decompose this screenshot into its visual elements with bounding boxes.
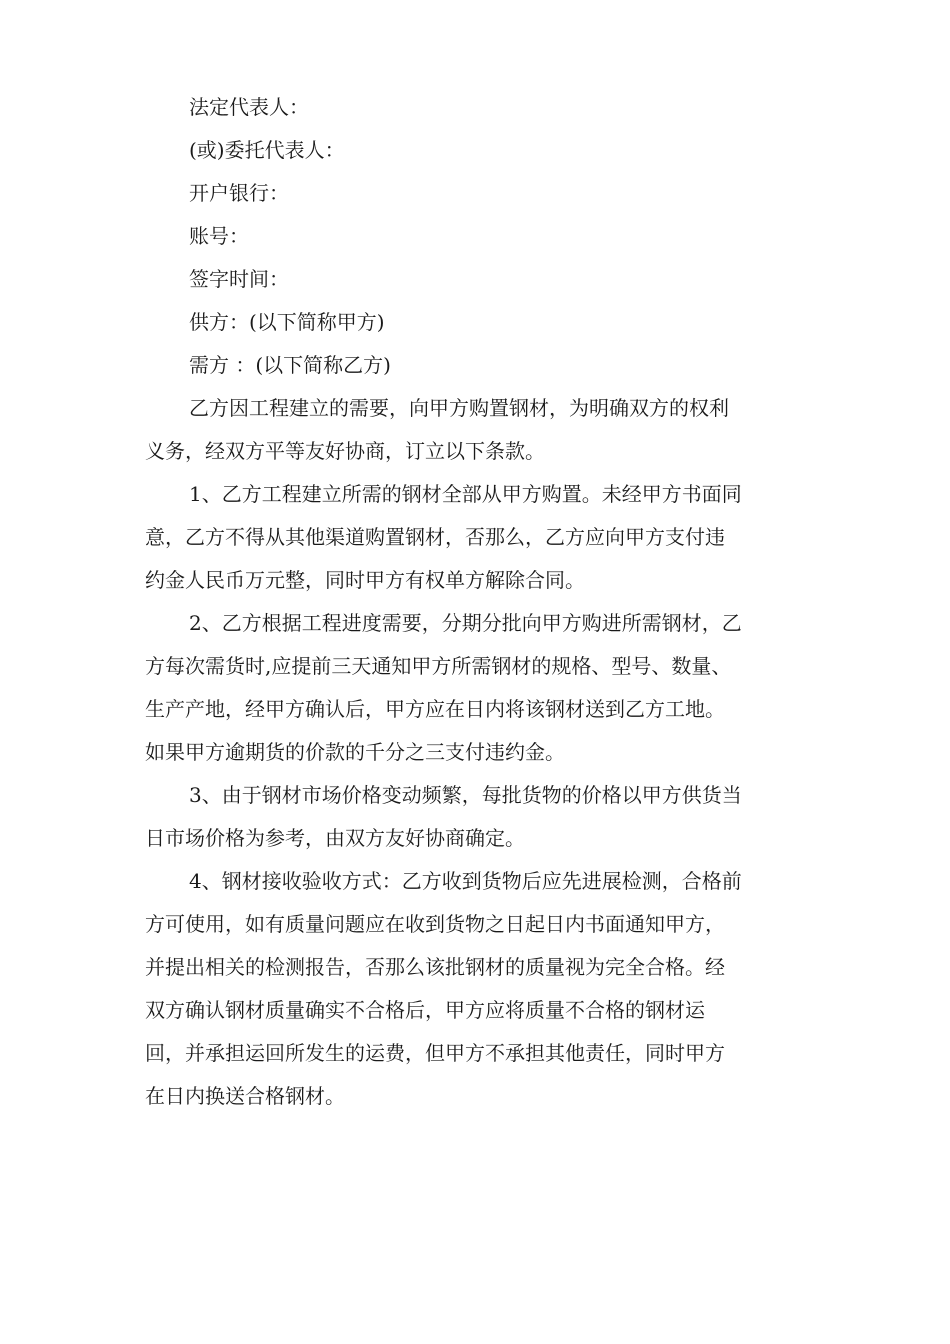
intro-paragraph: [145, 387, 810, 473]
paragraph-line: 约金人民币万元整，同时甲方有权单方解除合同。: [145, 568, 585, 592]
legal-representative-field: 法定代表人：: [189, 95, 309, 119]
clause-1-paragraph: [145, 473, 810, 602]
supplier-field: 供方：(以下简称甲方): [189, 310, 385, 334]
clause-3-paragraph: [145, 774, 810, 860]
buyer-field: 需方 ：(以下简称乙方): [189, 353, 391, 377]
signing-time-field: 签字时间：: [189, 267, 289, 291]
paragraph-line: 乙方因工程建立的需要，向甲方购置钢材，为明确双方的权利: [189, 396, 729, 420]
bank-field: 开户银行：: [189, 181, 289, 205]
paragraph-line: 4、钢材接收验收方式：乙方收到货物后应先进展检测，合格前: [189, 869, 742, 893]
document-page: [145, 86, 810, 1118]
paragraph-line: 日市场价格为参考，由双方友好协商确定。: [145, 826, 525, 850]
paragraph-line: 双方确认钢材质量确实不合格后，甲方应将质量不合格的钢材运: [145, 998, 705, 1022]
account-number-field: 账号：: [189, 224, 249, 248]
paragraph-line: 3、由于钢材市场价格变动频繁，每批货物的价格以甲方供货当: [189, 783, 742, 807]
authorized-representative-field: (或)委托代表人：: [189, 138, 345, 162]
paragraph-line: 回，并承担运回所发生的运费，但甲方不承担其他责任，同时甲方: [145, 1041, 725, 1065]
paragraph-line: 生产产地，经甲方确认后，甲方应在日内将该钢材送到乙方工地。: [145, 697, 725, 721]
paragraph-line: 并提出相关的检测报告，否那么该批钢材的质量视为完全合格。经: [145, 955, 725, 979]
clause-2-paragraph: [145, 602, 810, 774]
paragraph-line: 方可使用，如有质量问题应在收到货物之日起日内书面通知甲方，: [145, 912, 725, 936]
paragraph-line: 如果甲方逾期货的价款的千分之三支付违约金。: [145, 740, 565, 764]
paragraph-line: 2、乙方根据工程进度需要，分期分批向甲方购进所需钢材，乙: [189, 611, 742, 635]
paragraph-line: 1、乙方工程建立所需的钢材全部从甲方购置。未经甲方书面同: [189, 482, 742, 506]
paragraph-line: 义务，经双方平等友好协商，订立以下条款。: [145, 439, 545, 463]
clause-4-paragraph: [145, 860, 810, 1118]
paragraph-line: 在日内换送合格钢材。: [145, 1084, 345, 1108]
paragraph-line: 方每次需货时,应提前三天通知甲方所需钢材的规格、型号、数量、: [145, 654, 732, 678]
paragraph-line: 意，乙方不得从其他渠道购置钢材，否那么，乙方应向甲方支付违: [145, 525, 725, 549]
